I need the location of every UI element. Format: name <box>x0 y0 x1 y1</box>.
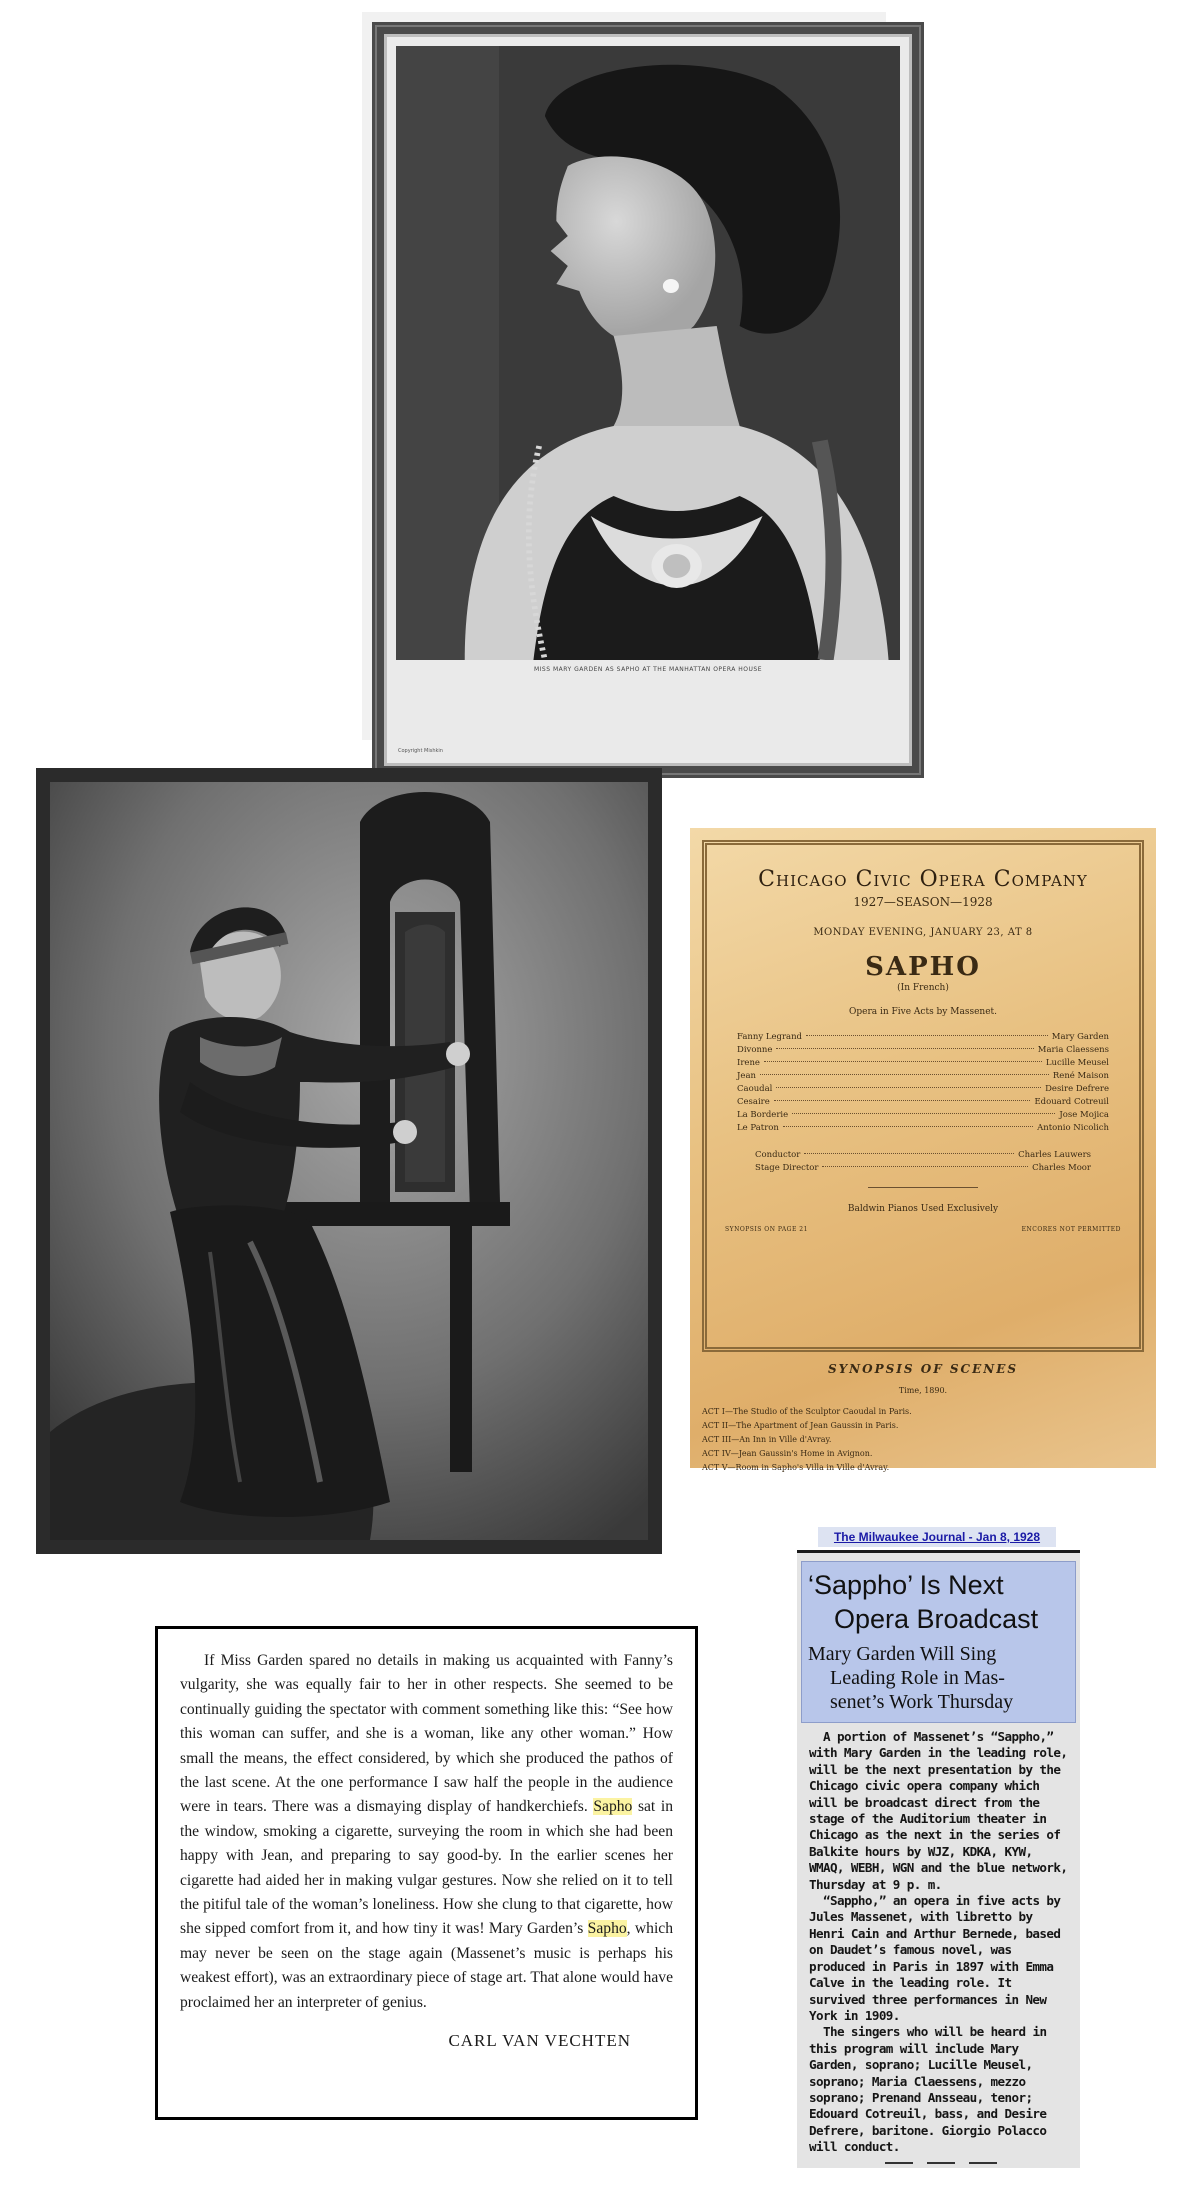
synopsis-time: Time, 1890. <box>898 1386 948 1395</box>
cast-role: Le Patron <box>737 1123 779 1133</box>
crew-row <box>755 1162 1091 1175</box>
cast-row <box>737 1083 1109 1096</box>
leader-dots <box>776 1048 1033 1049</box>
cast-role: La Borderie <box>737 1110 789 1120</box>
synopsis-page-note: SYNOPSIS ON PAGE 21 <box>725 1226 808 1233</box>
article-paragraph: The singers who will be heard in this program will include Mary Garden, soprano; Lucille Meusel, soprano; Maria Claessens, mezzo soprano; Prenand Ansseau, tenor; Edouard Cotreuil, bass, and Desire Defrere, baritone. Giorgio Polacco will conduct. <box>809 2024 1047 2155</box>
cast-singer: Antonio Nicolich <box>1037 1123 1109 1133</box>
crew-name: Charles Lauwers <box>1018 1150 1091 1160</box>
cast-singer: Lucille Meusel <box>1045 1058 1109 1068</box>
cast-singer: Mary Garden <box>1051 1032 1109 1042</box>
leader-dots <box>760 1074 1049 1075</box>
program-subtitle: Opera in Five Acts by Massenet. <box>848 1007 997 1017</box>
leader-dots <box>783 1126 1033 1127</box>
synopsis-heading: SYNOPSIS OF SCENES <box>827 1362 1019 1376</box>
cast-singer: Edouard Cotreuil <box>1034 1097 1109 1107</box>
headline-block <box>801 1561 1076 1723</box>
cast-singer: Jose Mojica <box>1059 1110 1109 1120</box>
critic-quote-box <box>155 1626 698 2120</box>
portrait-image <box>50 782 648 1540</box>
ornamental-frame <box>372 22 924 778</box>
crew-role: Conductor <box>755 1150 801 1160</box>
highlighted-word: Sapho <box>587 1920 627 1938</box>
subhead-line: Mary Garden Will Sing <box>808 1643 997 1665</box>
program-footer <box>725 1226 1121 1233</box>
article-paragraph: “Sappho,” an opera in five acts by Jules Massenet, with libretto by Henri Cain and Arthur Bernede, based on Daudet’s famous novel, was produced in Paris in 1897 with Emma Calve in the leading role. It survived three performances in New York in 1909. <box>809 1893 1061 2023</box>
article-paragraph: A portion of Massenet’s “Sappho,” with Mary Garden in the leading role, will be the next presentation by the Chicago civic opera company which will be broadcast direct from the stage of the Auditorium theater in Chicago as the next in the series of Balkite hours by WJZ, KDKA, KYW, WMAQ, WEBH, WGN and the blue network, Thursday at 9 p. m. <box>809 1729 1068 1892</box>
crew-name: Charles Moor <box>1032 1163 1091 1173</box>
portrait-image <box>396 46 900 660</box>
profile-illustration <box>396 46 900 660</box>
photo-caption: MISS MARY GARDEN AS SAPHO AT THE MANHATTAN OPERA HOUSE <box>533 666 762 673</box>
headline-line: ‘Sappho’ Is Next <box>808 1570 1004 1600</box>
cast-singer: Maria Claessens <box>1037 1045 1109 1055</box>
cast-row <box>737 1057 1109 1070</box>
subheadline <box>808 1642 1069 1714</box>
cast-role: Irene <box>737 1058 760 1068</box>
cast-row <box>737 1122 1109 1135</box>
opera-program <box>690 828 1156 1472</box>
quote-author: CARL VAN VECHTEN <box>448 2031 631 2051</box>
portrait-photo-sapho-profile <box>362 12 886 754</box>
quote-segment: If Miss Garden spared no details in making us acquainted with Fanny’s vulgarity, she was equally fair to her in other respects. She seemed to be continually guiding the spectator with comment something like this: “See how this woman can suffer, and she is a woman, like any other woman.” How small the means, the effect considered, by which she produced the pathos of the last scene. At the one performance I saw half the people in the audience were in tears. There was a dismaying display of handkerchiefs. <box>180 1652 673 1816</box>
leader-dots <box>822 1166 1028 1167</box>
program-language: (In French) <box>897 983 949 993</box>
headline <box>808 1568 1069 1636</box>
cast-row <box>737 1031 1109 1044</box>
highlighted-word: Sapho <box>593 1798 633 1816</box>
cast-role: Divonne <box>737 1045 773 1055</box>
quote-segment: , which may never be seen on the stage again (Massenet’s music is perhaps his weakest effort), was an extraordinary piece of stage art. That alone would have proclaimed her an interpreter of genius. <box>180 1920 674 2011</box>
crew-row <box>755 1149 1091 1162</box>
crew-list <box>755 1149 1091 1175</box>
cast-singer: Desire Defrere <box>1045 1084 1109 1094</box>
divider <box>868 1187 978 1188</box>
act-item: ACT II—The Apartment of Jean Gaussin in Paris. <box>702 1421 899 1430</box>
subhead-line: Leading Role in Mas- <box>830 1667 1005 1689</box>
act-item: ACT I—The Studio of the Sculptor Caoudal in Paris. <box>702 1407 912 1416</box>
crew-role: Stage Director <box>755 1163 819 1173</box>
leader-dots <box>804 1153 1014 1154</box>
program-date: MONDAY EVENING, JANUARY 23, AT 8 <box>813 927 1033 938</box>
article-body <box>797 1723 1080 2164</box>
cast-list <box>737 1031 1109 1135</box>
newspaper-source-link[interactable]: The Milwaukee Journal - Jan 8, 1928 <box>818 1527 1056 1547</box>
cast-role: Caoudal <box>737 1084 773 1094</box>
acts-list <box>702 1405 1144 1475</box>
cast-row <box>737 1096 1109 1109</box>
encores-note: ENCORES NOT PERMITTED <box>1021 1226 1121 1233</box>
leader-dots <box>776 1087 1041 1088</box>
cast-role: Jean <box>737 1071 756 1081</box>
program-company: Chicago Civic Opera Company <box>758 867 1088 892</box>
program-opera-title: SAPHO <box>865 952 981 982</box>
program-season: 1927—SEASON—1928 <box>853 895 993 909</box>
act-item: ACT V—Room in Sapho's Villa in Ville d'Avray. <box>702 1463 890 1472</box>
cast-role: Fanny Legrand <box>737 1032 803 1042</box>
leader-dots <box>764 1061 1042 1062</box>
photo-copyright: Copyright Mishkin <box>398 748 443 754</box>
cast-row <box>737 1070 1109 1083</box>
newspaper-clipping <box>797 1550 1080 2168</box>
end-rule <box>809 2162 1072 2164</box>
cast-row <box>737 1044 1109 1057</box>
leader-dots <box>774 1100 1031 1101</box>
program-border <box>702 840 1144 1352</box>
cast-row <box>737 1109 1109 1122</box>
cast-role: Cesaire <box>737 1097 770 1107</box>
cast-singer: René Maison <box>1052 1071 1109 1081</box>
seated-figure-illustration <box>50 782 648 1540</box>
leader-dots <box>806 1035 1048 1036</box>
portrait-photo-seated <box>36 768 662 1554</box>
program-sponsor-note: Baldwin Pianos Used Exclusively <box>847 1204 999 1214</box>
leader-dots <box>792 1113 1055 1114</box>
act-item: ACT III—An Inn in Ville d'Avray. <box>702 1435 832 1444</box>
headline-line: Opera Broadcast <box>834 1604 1039 1634</box>
quote-segment: sat in the window, smoking a cigarette, surveying the room in which she had been happy with Jean, and preparing to say good-by. In the earlier scenes her cigarette had aided her in making vulgar gestures. Now she relied on it to tell the pitiful tale of the woman’s loneliness. How she clung to that cigarette, how she sipped comfort from it, and how tiny it was! Mary Garden’s <box>180 1798 673 1938</box>
quote-text <box>180 1649 673 2015</box>
subhead-line: senet’s Work Thursday <box>830 1691 1014 1713</box>
act-item: ACT IV—Jean Gaussin's Home in Avignon. <box>702 1449 873 1458</box>
